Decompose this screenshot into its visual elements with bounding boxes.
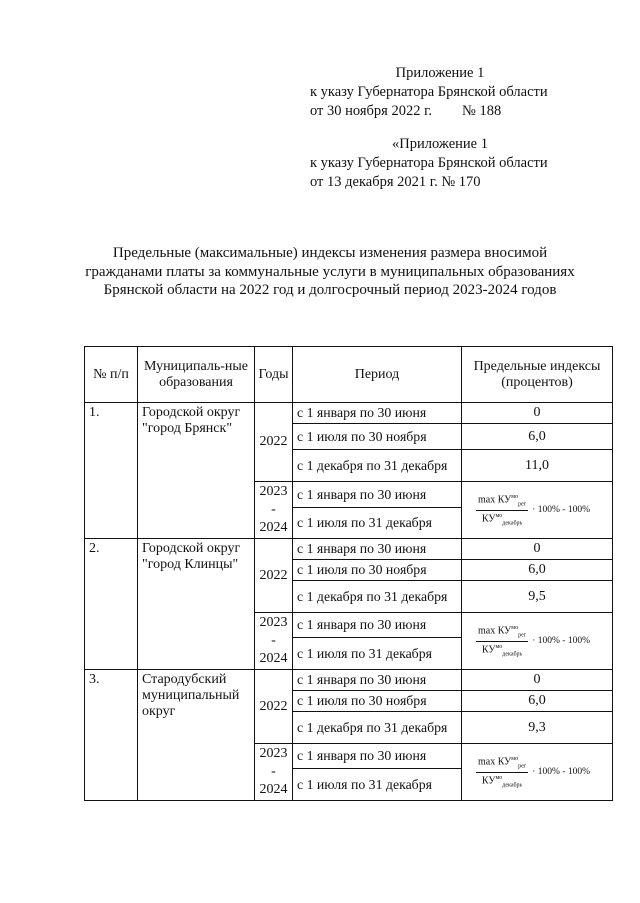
formula-denominator-sup: мо xyxy=(495,512,503,519)
index-formula-cell xyxy=(462,613,613,670)
period-cell: с 1 декабря по 31 декабря xyxy=(293,712,462,744)
header-municipality: Муниципаль-ные образования xyxy=(138,347,255,403)
formula-denominator-sub: декабрь xyxy=(502,781,523,788)
formula-denominator-sup: мо xyxy=(495,643,503,650)
index-formula xyxy=(466,492,608,528)
previous-appendix-header xyxy=(310,135,570,192)
period-cell: с 1 января по 30 июня xyxy=(293,482,462,508)
index-formula xyxy=(466,623,608,659)
table-row xyxy=(85,670,613,691)
period-cell: с 1 января по 30 июня xyxy=(293,539,462,560)
period-cell: с 1 декабря по 31 декабря xyxy=(293,450,462,482)
period-cell: с 1 июля по 30 ноября xyxy=(293,424,462,450)
header-num: № п/п xyxy=(85,347,138,403)
header-index: Предельные индексы (процентов) xyxy=(462,347,613,403)
period-cell: с 1 июля по 30 ноября xyxy=(293,560,462,581)
municipality-name: Городской округ "город Клинцы" xyxy=(138,539,255,670)
formula-numerator-sup: мо xyxy=(511,494,519,501)
index-value: 0 xyxy=(462,539,613,560)
period-cell: с 1 января по 30 июня xyxy=(293,670,462,691)
index-value: 0 xyxy=(462,403,613,424)
index-value: 6,0 xyxy=(462,691,613,712)
previous-decree-reference: к указу Губернатора Брянской области xyxy=(310,155,548,171)
period-cell: с 1 июля по 31 декабря xyxy=(293,508,462,539)
formula-fraction xyxy=(476,754,528,790)
formula-numerator-text: max КУ xyxy=(478,494,512,506)
year-range-part: - xyxy=(271,764,276,779)
decree-date: от 30 ноября 2022 г. xyxy=(310,103,433,119)
formula-numerator-sup: мо xyxy=(511,756,519,763)
period-cell: с 1 июля по 31 декабря xyxy=(293,769,462,801)
period-cell: с 1 июля по 30 ноября xyxy=(293,691,462,712)
year-range-part: - xyxy=(271,633,276,648)
index-value: 11,0 xyxy=(462,450,613,482)
formula-denominator-sup: мо xyxy=(495,774,503,781)
year-2022: 2022 xyxy=(255,670,293,744)
formula-rest: · 100% - 100% xyxy=(532,636,590,646)
year-range-part: 2023 xyxy=(259,746,288,761)
indices-table xyxy=(84,346,613,801)
period-cell: с 1 декабря по 31 декабря xyxy=(293,581,462,613)
index-value: 6,0 xyxy=(462,424,613,450)
index-value: 0 xyxy=(462,670,613,691)
row-number: 1. xyxy=(85,403,138,539)
period-cell: с 1 января по 30 июня xyxy=(293,403,462,424)
appendix-header xyxy=(310,64,570,121)
formula-denominator-text: КУ xyxy=(481,643,496,655)
title-line-2: гражданами платы за коммунальные услуги в муниципальных образованиях xyxy=(85,263,575,280)
year-range xyxy=(255,482,293,539)
formula-denominator xyxy=(480,773,524,790)
title-line-3: Брянской области на 2022 год и долгосрочный период 2023-2024 годов xyxy=(103,282,557,298)
index-value: 9,5 xyxy=(462,581,613,613)
year-range-part: 2024 xyxy=(259,651,288,666)
period-cell: с 1 января по 30 июня xyxy=(293,613,462,638)
year-2022: 2022 xyxy=(255,539,293,613)
formula-fraction xyxy=(476,492,528,528)
formula-numerator-sub: рег xyxy=(518,763,527,770)
formula-numerator xyxy=(476,754,528,772)
period-cell: с 1 июля по 31 декабря xyxy=(293,638,462,670)
year-range xyxy=(255,744,293,801)
table-row xyxy=(85,539,613,560)
year-range-part: - xyxy=(271,502,276,517)
formula-fraction xyxy=(476,623,528,659)
formula-denominator-sub: декабрь xyxy=(502,519,523,526)
index-formula-cell xyxy=(462,482,613,539)
year-range-part: 2023 xyxy=(259,615,288,630)
formula-numerator xyxy=(476,623,528,641)
year-range-part: 2024 xyxy=(259,520,288,535)
formula-denominator-text: КУ xyxy=(481,774,496,786)
municipality-name: Стародубский муниципальный округ xyxy=(138,670,255,801)
row-number: 2. xyxy=(85,539,138,670)
row-number: 3. xyxy=(85,670,138,801)
header-year: Годы xyxy=(255,347,293,403)
title-line-1: Предельные (максимальные) индексы изменения размера вносимой xyxy=(112,245,548,261)
formula-denominator-text: КУ xyxy=(481,512,496,524)
previous-appendix-label: «Приложение 1 xyxy=(392,136,488,152)
index-formula-cell xyxy=(462,744,613,801)
index-formula xyxy=(466,754,608,790)
formula-numerator-sup: мо xyxy=(511,625,519,632)
decree-number: № 188 xyxy=(462,103,502,119)
year-range xyxy=(255,613,293,670)
header-period: Период xyxy=(293,347,462,403)
year-2022: 2022 xyxy=(255,403,293,482)
formula-denominator xyxy=(480,511,524,528)
index-value: 9,3 xyxy=(462,712,613,744)
formula-numerator-text: max КУ xyxy=(478,756,512,768)
document-title xyxy=(60,244,600,300)
formula-numerator-sub: рег xyxy=(518,632,527,639)
formula-numerator-sub: рег xyxy=(518,501,527,508)
formula-rest: · 100% - 100% xyxy=(532,767,590,777)
previous-decree-date: от 13 декабря 2021 г. № 170 xyxy=(310,174,481,190)
decree-date-line xyxy=(310,102,570,121)
table-header-row xyxy=(85,347,613,403)
formula-numerator-text: max КУ xyxy=(478,625,512,637)
year-range-part: 2024 xyxy=(259,782,288,797)
formula-denominator-sub: декабрь xyxy=(502,650,523,657)
municipality-name: Городской округ "город Брянск" xyxy=(138,403,255,539)
formula-denominator xyxy=(480,642,524,659)
period-cell: с 1 января по 30 июня xyxy=(293,744,462,769)
appendix-label: Приложение 1 xyxy=(395,65,485,81)
year-range-part: 2023 xyxy=(259,484,288,499)
decree-reference: к указу Губернатора Брянской области xyxy=(310,84,548,100)
formula-numerator xyxy=(476,492,528,510)
index-value: 6,0 xyxy=(462,560,613,581)
table-row xyxy=(85,403,613,424)
formula-rest: · 100% - 100% xyxy=(532,505,590,515)
